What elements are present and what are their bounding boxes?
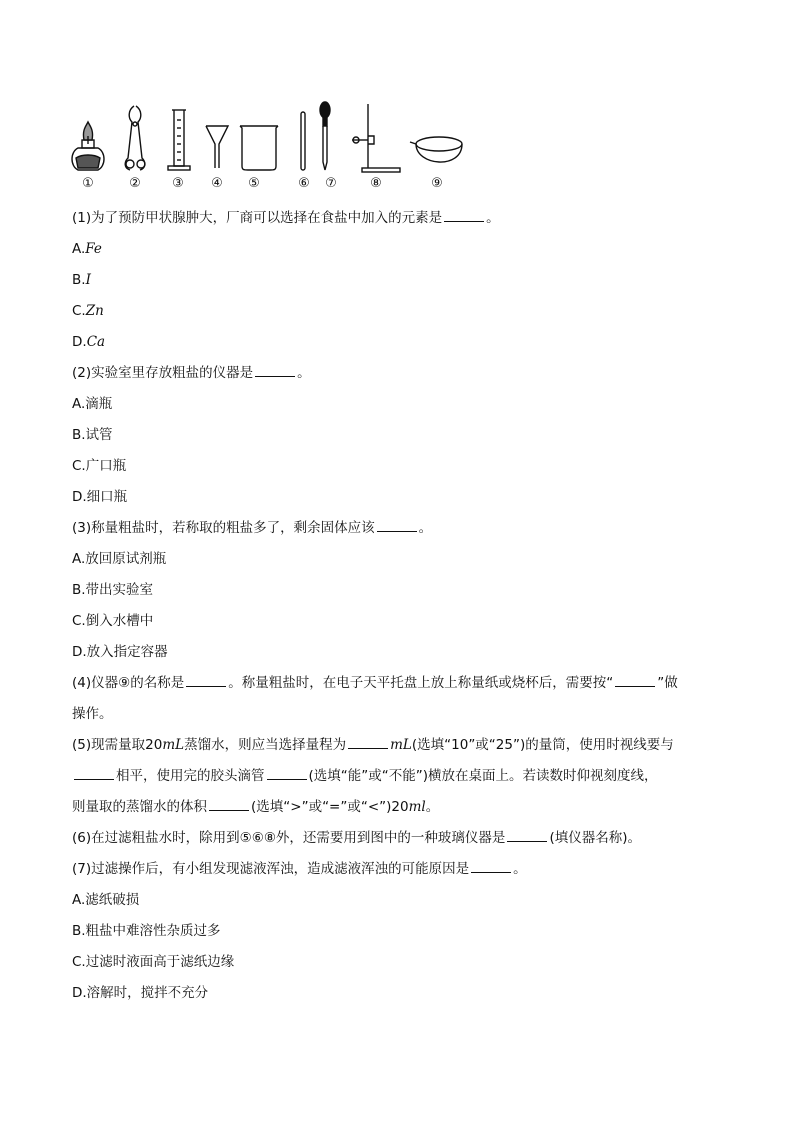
q3-option-d: D.放入指定容器 <box>72 644 168 660</box>
q5-line-2: 相平，使用完的胶头滴管 (选填“能”或“不能”)横放在桌面上。若读数时仰视刻度线， <box>72 761 732 792</box>
alcohol-lamp-icon <box>72 122 104 170</box>
dropper-icon <box>320 102 330 170</box>
answer-blank[interactable] <box>615 672 655 687</box>
crucible-tongs-icon <box>125 106 145 170</box>
question-content <box>72 203 732 1009</box>
iron-stand-icon <box>352 104 400 172</box>
q1-stem: (1)为了预防甲状腺肿大，厂商可以选择在食盐中加入的元素是 。 <box>72 203 732 234</box>
label-5: ⑤ <box>248 176 260 191</box>
q7-option-b: B.粗盐中难溶性杂质过多 <box>72 923 221 939</box>
answer-blank[interactable] <box>348 734 388 749</box>
apparatus-figure <box>64 100 484 192</box>
label-6: ⑥ <box>298 176 310 191</box>
q1-option-d: D.Ca <box>72 334 106 350</box>
q1-option-a: A.Fe <box>72 241 102 257</box>
answer-blank[interactable] <box>267 765 307 780</box>
q2-option-c: C.广口瓶 <box>72 458 127 474</box>
q2-option-b: B.试管 <box>72 427 113 443</box>
q7-option-d: D.溶解时，搅拌不充分 <box>72 985 209 1001</box>
q7-option-a: A.滤纸破损 <box>72 892 140 908</box>
q1-option-b: B.I <box>72 272 91 288</box>
q4-line-2: 操作。 <box>72 706 113 722</box>
label-7: ⑦ <box>325 176 337 191</box>
glass-rod-icon <box>301 112 305 170</box>
label-8: ⑧ <box>370 176 382 191</box>
label-9: ⑨ <box>431 176 443 191</box>
label-2: ② <box>129 176 141 191</box>
q4-line-1: (4)仪器⑨的名称是 。称量粗盐时，在电子天平托盘上放上称量纸或烧杯后，需要按“ ”做 <box>72 668 732 699</box>
q3-option-a: A.放回原试剂瓶 <box>72 551 167 567</box>
evaporating-dish-icon <box>410 137 462 162</box>
label-1: ① <box>82 176 94 191</box>
q3-stem: (3)称量粗盐时，若称取的粗盐多了，剩余固体应该 。 <box>72 513 732 544</box>
q7-stem: (7)过滤操作后，有小组发现滤液浑浊，造成滤液浑浊的可能原因是 。 <box>72 854 732 885</box>
answer-blank[interactable] <box>209 796 249 811</box>
answer-blank[interactable] <box>186 672 226 687</box>
funnel-icon <box>206 126 228 168</box>
q3-option-b: B.带出实验室 <box>72 582 154 598</box>
answer-blank[interactable] <box>471 858 511 873</box>
apparatus-drawing <box>64 100 484 176</box>
answer-blank[interactable] <box>377 517 417 532</box>
answer-blank[interactable] <box>507 827 547 842</box>
q2-option-a: A.滴瓶 <box>72 396 113 412</box>
q5-line-1: (5)现需量取20mL蒸馏水，则应当选择量程为 mL(选填“10”或“25”)的量筒，使用时视线要与 <box>72 730 732 761</box>
beaker-icon <box>240 126 278 170</box>
q7-option-c: C.过滤时液面高于滤纸边缘 <box>72 954 235 970</box>
label-3: ③ <box>172 176 184 191</box>
q2-stem: (2)实验室里存放粗盐的仪器是 。 <box>72 358 732 389</box>
measuring-cylinder-icon <box>168 110 190 170</box>
answer-blank[interactable] <box>74 765 114 780</box>
q5-line-3: 则量取的蒸馏水的体积 (选填“>”或“=”或“<”)20ml。 <box>72 792 732 823</box>
q3-option-c: C.倒入水槽中 <box>72 613 154 629</box>
answer-blank[interactable] <box>255 362 295 377</box>
q1-option-c: C.Zn <box>72 303 104 319</box>
q2-option-d: D.细口瓶 <box>72 489 128 505</box>
q6-stem: (6)在过滤粗盐水时，除用到⑤⑥⑧外，还需要用到图中的一种玻璃仪器是 (填仪器名称)。 <box>72 823 732 854</box>
label-4: ④ <box>211 176 223 191</box>
answer-blank[interactable] <box>444 207 484 222</box>
